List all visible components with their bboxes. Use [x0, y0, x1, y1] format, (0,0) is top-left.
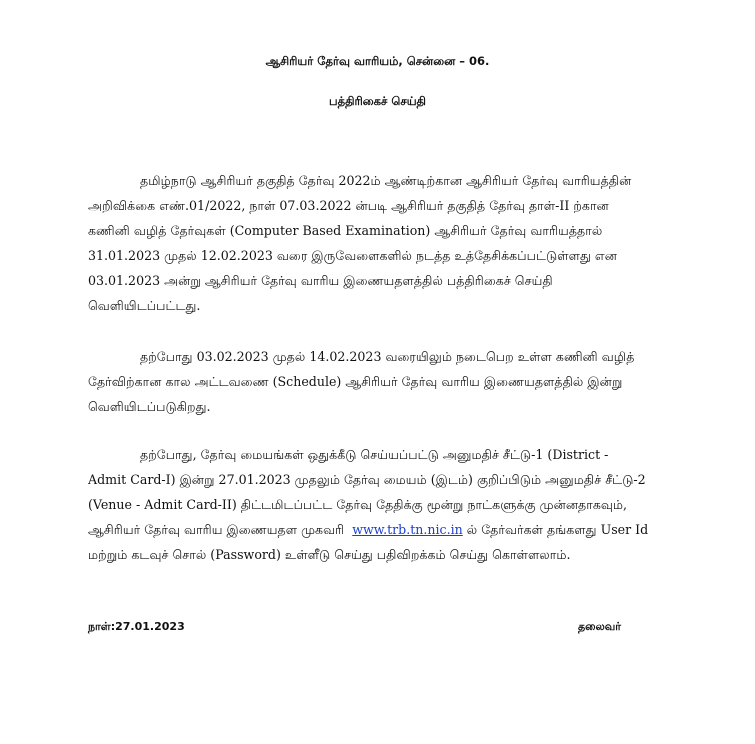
- paragraph-line: 31.01.2023 முதல் 12.02.2023 வரை இருவேளைகளில் நடத்த உத்தேசிக்கப்பட்டுள்ளது என: [88, 248, 617, 263]
- paragraph-line: தற்போது, தேர்வு மையங்கள் ஒதுக்கீடு செய்யப்பட்டு அனுமதிச் சீட்டு-1 (District -: [140, 447, 609, 462]
- paragraph-line: தேர்விற்கான கால அட்டவணை (Schedule) ஆசிரியர் தேர்வு வாரிய இணையதளத்தில் இன்று: [88, 374, 623, 389]
- press-release-title: பத்திரிகைச் செய்தி: [329, 94, 426, 108]
- document-date: நாள்:27.01.2023: [88, 620, 185, 633]
- paragraph-line: அறிவிக்கை எண்.01/2022, நாள் 07.03.2022 ன்படி ஆசிரியர் தகுதித் தேர்வு தாள்-II ற்கான: [88, 198, 609, 213]
- trb-website-link[interactable]: www.trb.tn.nic.in: [352, 522, 463, 537]
- paragraph-line-with-link: [88, 517, 666, 542]
- paragraph-schedule: [88, 344, 666, 419]
- paragraph-admit-card: [88, 442, 666, 567]
- paragraph-line: மற்றும் கடவுச் சொல் (Password) உள்ளீடு செய்து பதிவிறக்கம் செய்து கொள்ளலாம்.: [88, 547, 571, 562]
- link-prefix-text: ஆசிரியர் தேர்வு வாரிய இணையதள முகவரி: [88, 522, 345, 537]
- signatory-title: தலைவர்: [578, 620, 621, 633]
- paragraph-line: தற்போது 03.02.2023 முதல் 14.02.2023 வரையிலும் நடைபெற உள்ள கணினி வழித்: [140, 349, 635, 364]
- paragraph-exam-announcement: [88, 168, 666, 318]
- paragraph-line: Admit Card-I) இன்று 27.01.2023 முதலும் தேர்வு மையம் (இடம்) குறிப்பிடும் அனுமதிச் சீட்டு-2: [88, 472, 646, 487]
- paragraph-line: வெளியிடப்பட்டது.: [88, 298, 201, 313]
- paragraph-line: வெளியிடப்படுகிறது.: [88, 399, 211, 414]
- organization-title: ஆசிரியர் தேர்வு வாரியம், சென்னை – 06.: [265, 54, 490, 68]
- paragraph-line: (Venue - Admit Card-II) திட்டமிடப்பட்ட தேர்வு தேதிக்கு மூன்று நாட்களுக்கு முன்னதாகவும்,: [88, 497, 628, 512]
- paragraph-line: கணினி வழித் தேர்வுகள் (Computer Based Examination) ஆசிரியர் தேர்வு வாரியத்தால்: [88, 223, 603, 238]
- link-suffix-text: ல் தேர்வர்கள் தங்களது User Id: [466, 522, 649, 537]
- paragraph-line: தமிழ்நாடு ஆசிரியர் தகுதித் தேர்வு 2022ம் ஆண்டிற்கான ஆசிரியர் தேர்வு வாரியத்தின்: [140, 173, 632, 188]
- paragraph-line: 03.01.2023 அன்று ஆசிரியர் தேர்வு வாரிய இணையதளத்தில் பத்திரிகைச் செய்தி: [88, 273, 553, 288]
